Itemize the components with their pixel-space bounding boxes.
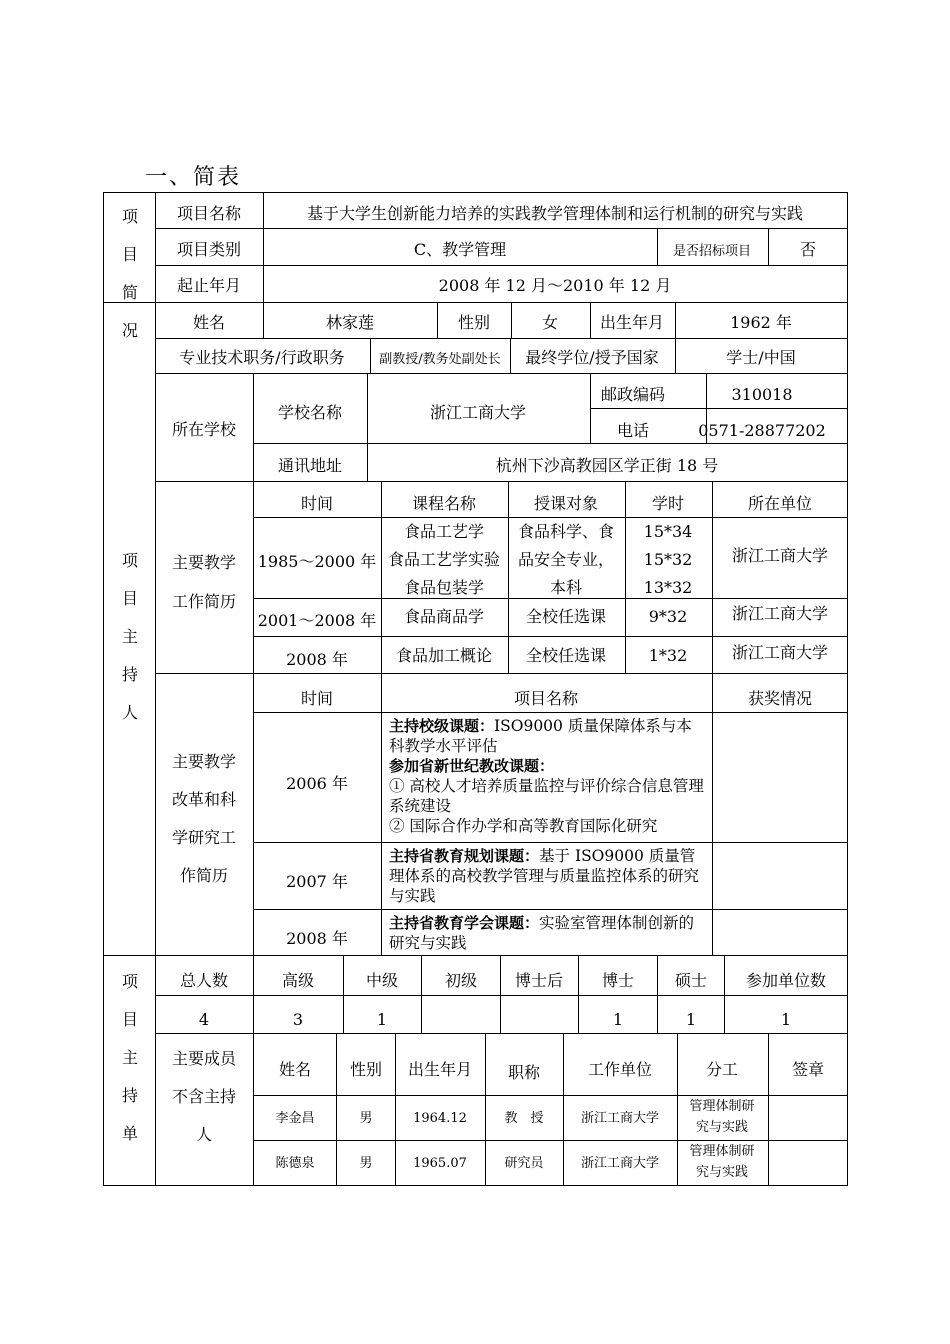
project-role-label: 主持省教育规划课题： [389,847,540,865]
stats-header: 博士后 [514,971,564,990]
members-label: 人 [195,1125,213,1144]
project-role-label: 参加省新世纪教改课题： [389,757,555,775]
stats-header: 中级 [365,971,399,990]
member-role: 管理体制研 [689,1144,755,1159]
table-cell [500,995,579,1034]
research-label: 学研究工 [171,828,237,847]
school-name-label: 学校名称 [277,403,343,422]
project-type-value: C、教学管理 [413,240,507,259]
teaching-unit: 浙江工商大学 [731,546,829,565]
table-cell [712,842,848,910]
teaching-hours: 9*32 [648,607,688,626]
member-title: 研究员 [504,1156,544,1171]
member-birth: 1965.07 [413,1156,467,1171]
table-cell [712,712,848,843]
period-value: 2008 年 12 月～2010 年 12 月 [438,276,672,295]
member-unit: 浙江工商大学 [580,1111,660,1126]
research-project-2008 [389,913,707,953]
members-header: 分工 [705,1060,739,1079]
research-project-2007 [389,846,707,906]
birth-value: 1962 年 [730,313,792,332]
address-value: 杭州下沙高教园区学正街 18 号 [495,456,719,475]
members-label: 主要成员 [171,1049,237,1068]
page-title: 一、简表 [145,165,242,190]
stats-value: 4 [198,1010,210,1029]
project-side-label: 项目简况 [121,207,138,340]
degree-label: 最终学位/授予国家 [525,348,659,367]
project-text: ① 高校人才培养质量监控与评价综合信息管理系统建设 [389,777,704,815]
member-title: 教 授 [504,1111,544,1126]
gender-label: 性别 [457,313,491,332]
period-label: 起止年月 [176,276,242,295]
table-cell [155,673,254,956]
teaching-header: 时间 [300,494,334,513]
teaching-target: 全校任选课 [525,607,607,626]
research-label: 作简历 [179,866,229,885]
members-header: 签章 [791,1060,825,1079]
table-cell [421,995,501,1034]
teaching-header: 所在单位 [747,494,813,513]
degree-value: 学士/中国 [726,348,796,367]
stats-header: 初级 [444,971,478,990]
project-role-label: 主持校级课题： [389,717,495,735]
project-text: ISO9000 质量保障体系与本科教学水平评估 [389,717,692,755]
member-name: 陈德泉 [275,1156,315,1171]
members-header: 姓名 [278,1060,312,1079]
member-gender: 男 [359,1111,373,1126]
members-side-label: 项目主持单 [121,972,138,1143]
research-project-2006 [389,716,707,836]
research-label: 改革和科 [171,790,237,809]
teaching-course: 食品工艺学实验 [387,550,501,569]
member-role: 管理体制研 [689,1099,755,1114]
school-label: 所在学校 [171,420,237,439]
teaching-time: 1985～2000 年 [257,552,377,571]
project-text: 实验室管理体制创新的研究与实践 [389,914,695,952]
project-type-label: 项目类别 [176,240,242,259]
members-header: 工作单位 [587,1060,653,1079]
bid-label: 是否招标项目 [672,244,752,259]
table-cell [768,1140,848,1186]
teaching-target: 品安全专业， [517,550,615,569]
teaching-target: 本科 [549,578,583,597]
name-value: 林家莲 [325,313,375,332]
project-name-label: 项目名称 [176,204,242,223]
teaching-hours: 15*34 [643,522,693,541]
teaching-label-2: 工作简历 [171,592,237,611]
research-header: 时间 [300,689,334,708]
teaching-course: 食品加工概论 [395,646,493,665]
name-label: 姓名 [192,313,226,332]
stats-value: 1 [376,1010,388,1029]
gender-value: 女 [541,313,559,332]
host-side-label: 项目主持人 [121,551,138,722]
member-role: 究与实践 [695,1165,749,1180]
table-cell [768,1095,848,1141]
teaching-course: 食品包装学 [403,578,485,597]
birth-label: 出生年月 [599,313,665,332]
members-header: 职称 [507,1063,541,1082]
bid-value: 否 [799,240,817,259]
member-gender: 男 [359,1156,373,1171]
member-unit: 浙江工商大学 [580,1156,660,1171]
postcode-value: 310018 [731,385,793,404]
teaching-target: 全校任选课 [525,646,607,665]
member-name: 李金昌 [275,1111,315,1126]
address-label: 通讯地址 [277,456,343,475]
stats-value: 1 [612,1010,624,1029]
research-header: 项目名称 [513,689,579,708]
teaching-hours: 1*32 [648,646,688,665]
project-role-label: 主持省教育学会课题： [389,914,540,932]
project-text: 基于 ISO9000 质量管理体系的高校教学管理与质量监控体系的研究与实践 [389,847,700,905]
stats-value: 1 [685,1010,697,1029]
title-label: 专业技术职务/行政职务 [179,348,345,367]
project-text: ② 国际合作办学和高等教育国际化研究 [389,817,658,835]
research-time: 2008 年 [286,929,348,948]
teaching-header: 学时 [651,494,685,513]
teaching-unit: 浙江工商大学 [731,604,829,623]
member-birth: 1964.12 [413,1111,467,1126]
research-time: 2007 年 [286,872,348,891]
table-cell [155,481,254,674]
title-value: 副教授/教务处副处长 [379,352,501,367]
project-name-value: 基于大学生创新能力培养的实践教学管理体制和运行机制的研究与实践 [306,204,804,223]
teaching-unit: 浙江工商大学 [731,643,829,662]
stats-header: 高级 [281,971,315,990]
teaching-hours: 15*32 [643,550,693,569]
stats-header: 总人数 [179,971,229,990]
stats-header: 博士 [601,971,635,990]
stats-value: 1 [780,1010,792,1029]
stats-header: 硕士 [674,971,708,990]
teaching-hours: 13*32 [643,578,693,597]
members-header: 出生年月 [407,1060,473,1079]
teaching-label-1: 主要教学 [171,553,237,572]
members-header: 性别 [349,1060,383,1079]
teaching-header: 课程名称 [411,494,477,513]
teaching-course: 食品商品学 [403,607,485,626]
teaching-time: 2001～2008 年 [257,611,377,630]
teaching-time: 2008 年 [286,650,348,669]
teaching-course: 食品工艺学 [403,522,485,541]
phone-label: 电话 [616,421,650,440]
member-role: 究与实践 [695,1120,749,1135]
stats-header: 参加单位数 [745,971,827,990]
teaching-header: 授课对象 [533,494,599,513]
school-name-value: 浙江工商大学 [429,403,527,422]
table-cell [712,909,848,956]
research-label: 主要教学 [171,752,237,771]
phone-value: 0571-28877202 [698,421,826,440]
postcode-label: 邮政编码 [600,385,666,404]
teaching-target: 食品科学、食 [517,522,615,541]
stats-value: 3 [292,1010,304,1029]
research-time: 2006 年 [286,774,348,793]
research-header: 获奖情况 [747,689,813,708]
members-label: 不含主持 [171,1087,237,1106]
